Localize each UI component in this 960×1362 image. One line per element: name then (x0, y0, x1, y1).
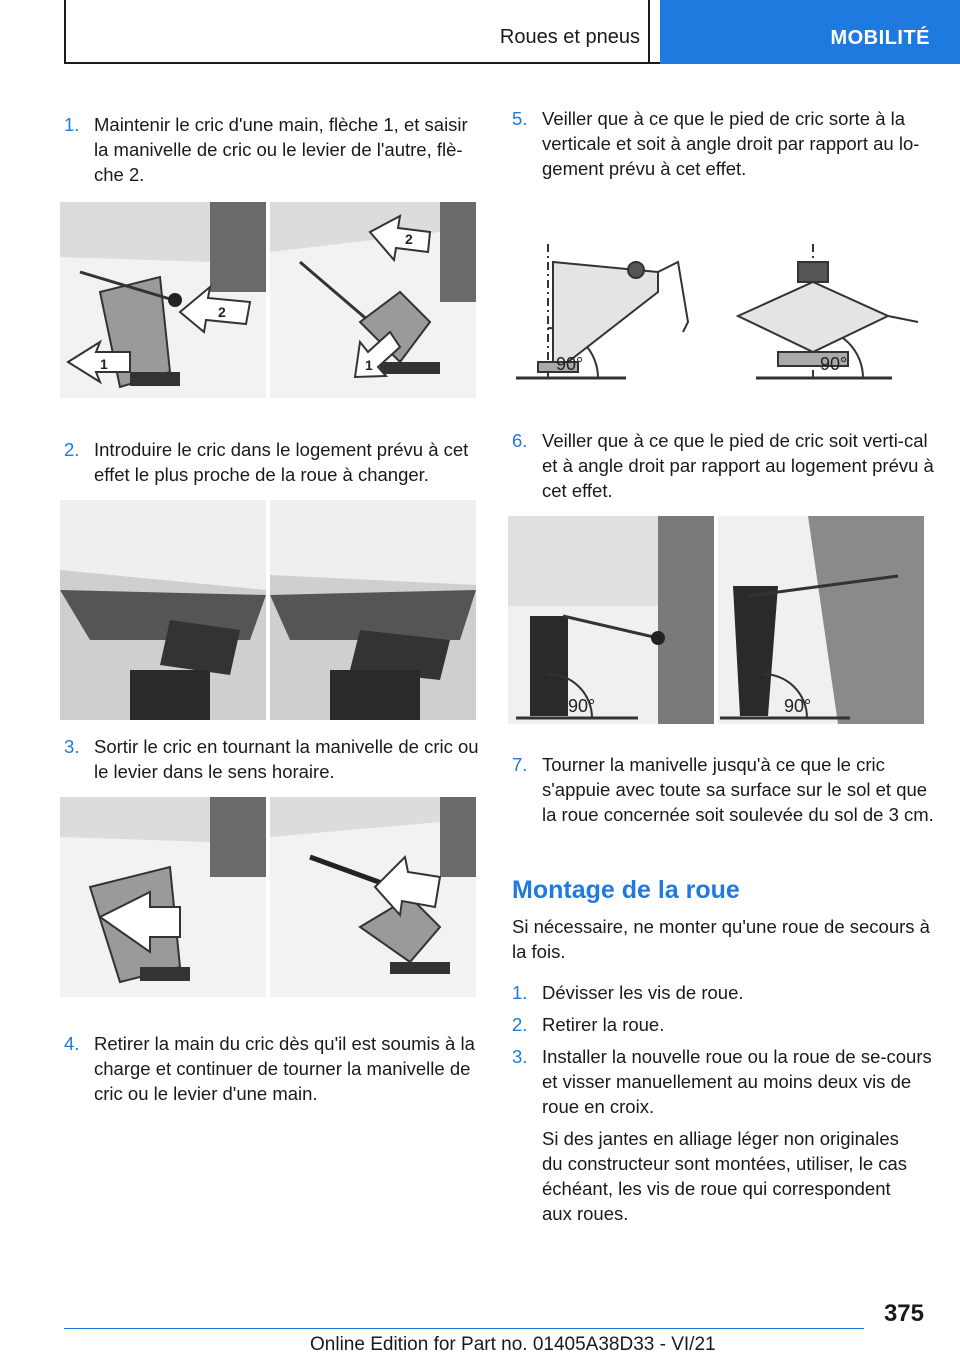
step-text: Retirer la main du cric dès qu'il est soumis à la charge et continuer de tourner la manivelle de cric ou le levier d'une main. (94, 1033, 475, 1104)
chapter-tab[interactable] (660, 0, 960, 64)
step-number: 4. (64, 1033, 80, 1054)
step-number: 1. (64, 114, 80, 135)
step-number: 5. (512, 108, 528, 129)
step-text: Introduire le cric dans le logement prévu à cet effet le plus proche de la roue à changer. (94, 439, 469, 485)
angle-label-1: 90° (556, 354, 584, 374)
footer-edition: Online Edition for Part no. 01405A38D33 - VI/21 (310, 1334, 716, 1355)
arrow-1-label: 1 (100, 356, 108, 372)
footer-rule (64, 1328, 864, 1329)
figure-jack-point (60, 500, 476, 720)
angle-label-4: 90° (784, 696, 812, 716)
section-intro: Si nécessaire, ne monter qu'une roue de secours à la fois. (512, 916, 930, 962)
step-text: Dévisser les vis de roue. (542, 982, 744, 1003)
mount-note: Si des jantes en alliage léger non originales du constructeur sont montées, utiliser, le cas échéant, les vis de roue qui correspondent aux roues. (542, 1128, 908, 1224)
step-text: Sortir le cric en tournant la manivelle de cric ou le levier dans le sens horaire. (94, 736, 479, 782)
step-text: Installer la nouvelle roue ou la roue de se-cours et visser manuellement au moins deux vis de roue en croix. (542, 1046, 932, 1117)
arrow-2-label: 2 (218, 304, 226, 320)
header-divider-mid (648, 0, 650, 64)
figure-jack-crank (60, 797, 476, 997)
section-heading: Montage de la roue (512, 876, 740, 904)
step-number: 2. (512, 1014, 528, 1035)
page-number: 375 (883, 1300, 924, 1327)
arrow-1b-label: 1 (365, 357, 373, 373)
arrow-2b-label: 2 (405, 231, 413, 247)
step-number: 2. (64, 439, 80, 460)
step-number: 3. (512, 1046, 528, 1067)
step-number: 3. (64, 736, 80, 757)
angle-label-2: 90° (820, 354, 848, 374)
chapter-title: MOBILITÉ (830, 27, 930, 49)
step-number: 7. (512, 754, 528, 775)
section-title: Roues et pneus (499, 26, 640, 48)
step-text: Retirer la roue. (542, 1014, 665, 1035)
panel-left (508, 516, 714, 724)
panel-left (60, 797, 266, 997)
step-text: Maintenir le cric d'une main, flèche 1, et saisir la manivelle de cric ou le levier de l'autre, flè-che 2. (94, 114, 468, 185)
panel-right (270, 500, 476, 720)
angle-label-3: 90° (568, 696, 596, 716)
figure-jack-hold (60, 202, 476, 398)
step-text: Veiller que à ce que le pied de cric sorte à la verticale et soit à angle droit par rapport au lo-gement prévu à cet effet. (542, 108, 920, 179)
panel-left (60, 202, 266, 398)
panel-right (718, 516, 924, 724)
step-text: Tourner la manivelle jusqu'à ce que le cric s'appuie avec toute sa surface sur le sol et que la roue concernée soit soulevée du sol de 3 cm. (542, 754, 934, 825)
figure-jack-angle-drawing (508, 232, 924, 392)
figure-jack-angle-photo (508, 516, 924, 724)
panel-right (270, 202, 476, 398)
header-divider-left (64, 0, 66, 64)
panel-left (60, 500, 266, 720)
panel-right (270, 797, 476, 997)
step-number: 6. (512, 430, 528, 451)
step-text: Veiller que à ce que le pied de cric soit verti-cal et à angle droit par rapport au logement prévu à cet effet. (542, 430, 934, 501)
step-number: 1. (512, 982, 528, 1003)
